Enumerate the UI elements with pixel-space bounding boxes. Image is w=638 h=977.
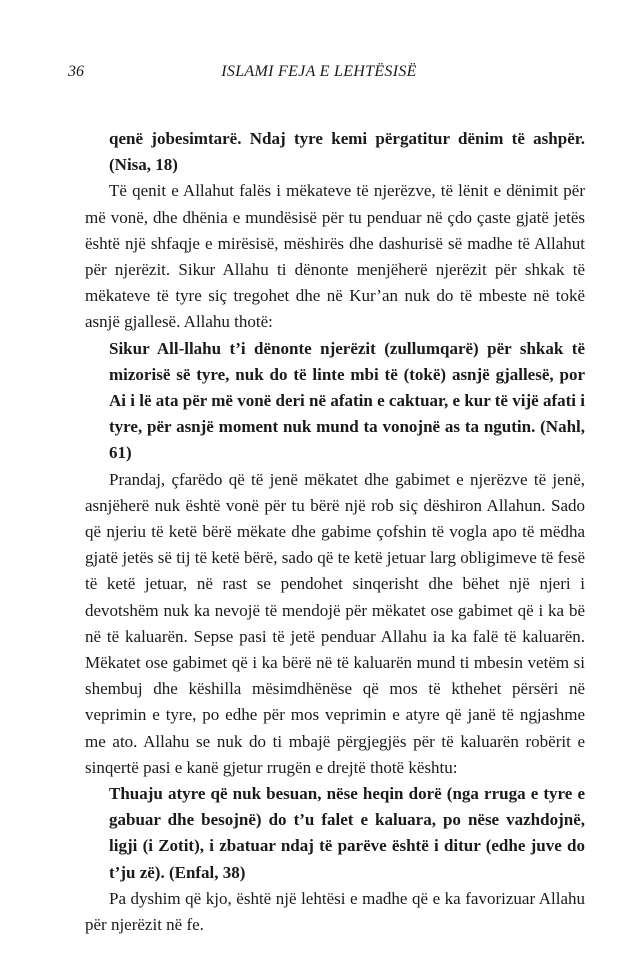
quran-quote-enfal: Thuaju atyre që nuk besuan, nëse heqin dorë (nga rruga e tyre e gabuar dhe besojnë) do t’u falet e kaluara, po nëse vazhdojnë, ligji (i Zotit), i zbatuar ndaj të parëve është i ditur (edhe juve do t’ju zë). (Enfal, 38) (109, 784, 585, 882)
page-header (0, 63, 638, 87)
running-title: ISLAMI FEJA E LEHTËSISË (221, 63, 417, 80)
quran-quote-nahl: Sikur All-llahu t’i dënonte njerëzit (zullumqarë) për shkak të mizorisë së tyre, nuk do të linte mbi të (tokë) asnjë gjallesë, por Ai i lë ata për më vonë deri në afatin e caktuar, e kur të vijë afati i tyre, për asnjë moment nuk mund ta vonojnë as ta ngutin. (Nahl, 61) (109, 338, 585, 463)
quran-quote-nisa: qenë jobesimtarë. Ndaj tyre kemi përgatitur dënim të ashpër. (Nisa, 18) (109, 129, 585, 175)
body-paragraph: Pa dyshim që kjo, është një lehtësi e madhe që e ka favorizuar Allahu për njerëzit në fe. (85, 888, 585, 935)
body-paragraph: Të qenit e Allahut falës i mëkateve të njerëzve, të lënit e dënimit për më vonë, dhe dhënia e mundësisë për tu penduar në çdo çaste gjatë jetës është një shfaqje e mirësisë, mëshirës dhe dashurisë së madhe të Allahut për njerëzit. Sikur Allahu ti dënonte menjëherë njerëzit për shkak të mëkateve të tyre siç tregohet dhe në Kur’an nuk do të mbeste në tokë asnjë gjallesë. Allahu thotë: (85, 181, 585, 332)
body-paragraph: Prandaj, çfarëdo që të jenë mëkatet dhe gabimet e njerëzve të jenë, asnjëherë nuk është vonë për tu bërë një rob siç dëshiron Allahun. Sado që njeriu të ketë bërë mëkate dhe gabime çofshin të vogla apo të mëdha gjatë jetës së tij të ketë bërë, sado që te ketë jetuar larg obligimeve të fesë të ketë jetuar, në rast se pendohet sinqerisht dhe bëhet një njeri i devotshëm nuk ka nevojë të mendojë për mëkatet ose gabimet që i ka bë në të kaluarën. Sepse pasi të jetë penduar Allahu ia ka falë të kaluarën. Mëkatet ose gabimet që i ka bërë në të kaluarën mund ti mbesin vetëm si shembuj dhe këshilla mësimdhënëse që mos të kthehet përsëri në veprimin e tyre, po edhe për mos veprimin e atyre që janë të ngjashme me ato. Allahu se nuk do ti mbajë përgjegjës për të kaluarën robërit e sinqertë pasi e kanë gjetur rrugën e drejtë thotë kështu: (85, 469, 585, 777)
page-body (85, 126, 585, 938)
page-number: 36 (68, 63, 84, 80)
